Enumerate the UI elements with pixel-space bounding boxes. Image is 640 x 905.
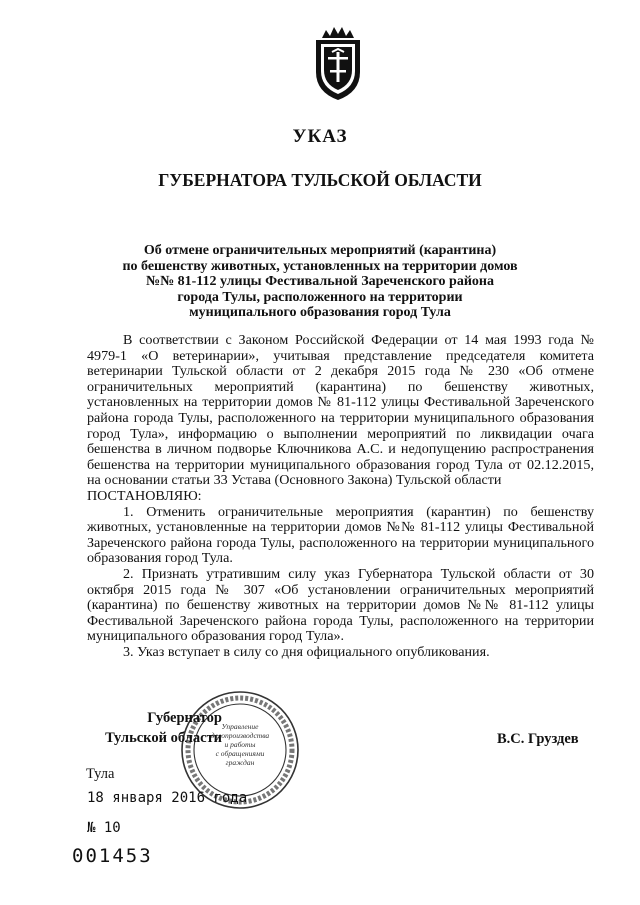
subject-line: города Тулы, расположенного на территории <box>177 289 463 305</box>
subject-line: муниципального образования город Тула <box>189 305 451 320</box>
subject-line: Об отмене ограничительных мероприятий (карантина) <box>143 243 497 258</box>
decree-subject <box>100 243 540 321</box>
tula-coat-of-arms-icon <box>308 22 368 102</box>
stamp-text: граждан <box>225 758 255 767</box>
signatory-position <box>86 708 222 748</box>
document-title: УКАЗ <box>292 126 348 147</box>
subject-line: по бешенству животных, установленных на территории домов <box>122 258 518 274</box>
decree-body <box>87 333 594 660</box>
decree-keyword: ПОСТАНОВЛЯЮ: <box>87 487 202 504</box>
subject-line: №№ 81-112 улицы Фестивальной Зареченского района <box>146 274 494 289</box>
serial-number: 001453 <box>72 845 153 867</box>
decree-item: 1. Отменить ограничительные мероприятия (карантин) по бешенству животных, установленные на территории домов №№ 81-112 улицы Фестивальной Зареченского района города Тулы, расположенного на территории муниципального образования город Тула. <box>87 503 594 567</box>
signatory-position-line: Тульской области <box>105 730 222 746</box>
issue-date: 18 января 2016 года <box>87 790 248 806</box>
document-issuer: ГУБЕРНАТОРА ТУЛЬСКОЙ ОБЛАСТИ <box>158 170 482 190</box>
decree-number: № 10 <box>87 820 121 836</box>
preamble-paragraph: В соответствии с Законом Российской Федерации от 14 мая 1993 года № 4979-1 «О ветеринарии», учитывая представление председателя комитета ветеринарии Тульской области от 2 декабря 2015 года № 230 «Об отмене ограничительных мероприятий (карантина) по бешенству животных, установленных на территории домов № 81-112 улицы Фестивальной Зареченского района города Тулы, расположенного на территории муниципального образования город Тула», информацию о выполнении мероприятий по ликвидации очага бешенства в личном подворье Ключникова А.С. и недопущению распространения бешенства на территории муниципального образования город Тула от 02.12.2015, на основании статьи 33 Устава (Основного Закона) Тульской области <box>87 332 594 489</box>
signatory-name: В.С. Груздев <box>497 731 579 747</box>
stamp-text: с обращениями <box>215 749 265 758</box>
stamp-text: Управление <box>221 722 259 731</box>
stamp-text: делопроизводства <box>210 731 270 740</box>
decree-item: 3. Указ вступает в силу со дня официального опубликования. <box>123 643 490 660</box>
stamp-text: и работы <box>224 740 256 749</box>
issue-place: Тула <box>86 766 115 782</box>
decree-item: 2. Признать утратившим силу указ Губернатора Тульской области от 30 октября 2015 года № 307 «Об установлении ограничительных мероприятий (карантина) по бешенству животных на территории домов №№ 81-112 улицы Фестивальной Зареченского района города Тулы, расположенного на территории муниципального образования город Тула». <box>87 565 594 645</box>
signatory-position-line: Губернатор <box>147 710 222 726</box>
